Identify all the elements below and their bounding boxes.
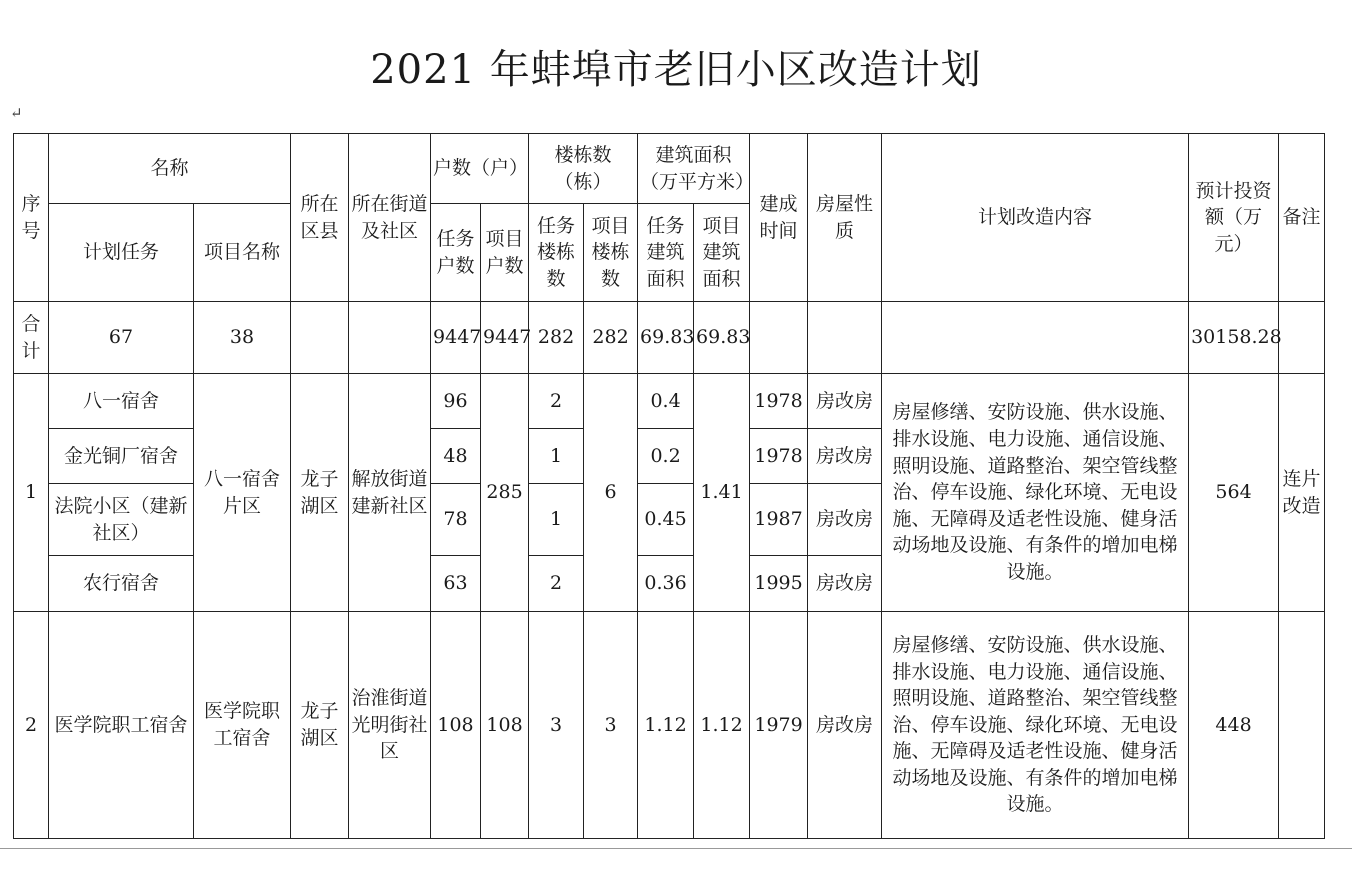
task-name: 金光铜厂宿舍 (49, 429, 194, 484)
total-type (808, 302, 882, 374)
house-type: 房改房 (808, 374, 882, 429)
total-task-area: 69.83 (638, 302, 694, 374)
header-built-year: 建成时间 (750, 134, 808, 302)
group2-street: 治淮街道光明街社区 (349, 612, 431, 839)
group2-content: 房屋修缮、安防设施、供水设施、排水设施、电力设施、通信设施、照明设施、道路整治、架空管线整治、停车设施、绿化环境、无电设施、无障碍及适老性设施、健身活动场地及设施、有条件的增加电梯设施。 (882, 612, 1189, 839)
group2-task-households: 108 (431, 612, 481, 839)
total-project-households: 9447 (481, 302, 529, 374)
total-task-households: 9447 (431, 302, 481, 374)
total-row (14, 302, 1325, 374)
group2-seq: 2 (14, 612, 49, 839)
built-year: 1978 (750, 429, 808, 484)
built-year: 1978 (750, 374, 808, 429)
header-investment: 预计投资额（万元） (1189, 134, 1279, 302)
group2-investment: 448 (1189, 612, 1279, 839)
table-row (14, 374, 1325, 429)
task-households: 96 (431, 374, 481, 429)
total-plan-tasks: 67 (49, 302, 194, 374)
group1-district: 龙子湖区 (291, 374, 349, 612)
group1-content: 房屋修缮、安防设施、供水设施、排水设施、电力设施、通信设施、照明设施、道路整治、架空管线整治、停车设施、绿化环境、无电设施、无障碍及适老性设施、健身活动场地及设施、有条件的增加电梯设施。 (882, 374, 1189, 612)
task-area: 0.45 (638, 484, 694, 556)
task-buildings: 2 (529, 556, 584, 612)
header-project-name: 项目名称 (194, 204, 291, 302)
task-area: 0.36 (638, 556, 694, 612)
group2-built-year: 1979 (750, 612, 808, 839)
task-households: 63 (431, 556, 481, 612)
document-title: 2021 年蚌埠市老旧小区改造计划 (370, 47, 982, 93)
table-row (14, 612, 1325, 839)
group2-task-name: 医学院职工宿舍 (49, 612, 194, 839)
total-label: 合计 (14, 302, 49, 374)
task-name: 农行宿舍 (49, 556, 194, 612)
total-task-buildings: 282 (529, 302, 584, 374)
group2-project-buildings: 3 (584, 612, 638, 839)
paragraph-mark-icon: ↵ (10, 104, 23, 122)
task-name: 法院小区（建新社区） (49, 484, 194, 556)
group1-project-name: 八一宿舍片区 (194, 374, 291, 612)
built-year: 1987 (750, 484, 808, 556)
header-plan-task: 计划任务 (49, 204, 194, 302)
header-row-1 (14, 134, 1325, 204)
group1-seq: 1 (14, 374, 49, 612)
header-project-area: 项目建筑面积 (694, 204, 750, 302)
task-households: 78 (431, 484, 481, 556)
header-content: 计划改造内容 (882, 134, 1189, 302)
header-households-group: 户数（户） (431, 134, 529, 204)
header-project-households: 项目户数 (481, 204, 529, 302)
group1-street: 解放街道建新社区 (349, 374, 431, 612)
group2-project-households: 108 (481, 612, 529, 839)
house-type: 房改房 (808, 556, 882, 612)
task-area: 0.4 (638, 374, 694, 429)
total-content (882, 302, 1189, 374)
group1-remark: 连片改造 (1279, 374, 1325, 612)
task-area: 0.2 (638, 429, 694, 484)
built-year: 1995 (750, 556, 808, 612)
renovation-plan-table (13, 133, 1325, 839)
page-bottom-rule (0, 848, 1352, 849)
total-projects: 38 (194, 302, 291, 374)
group1-project-area: 1.41 (694, 374, 750, 612)
header-area-group: 建筑面积（万平方米） (638, 134, 750, 204)
header-remark: 备注 (1279, 134, 1325, 302)
header-street: 所在街道及社区 (349, 134, 431, 302)
group2-house-type: 房改房 (808, 612, 882, 839)
header-buildings-group: 楼栋数（栋） (529, 134, 638, 204)
header-project-buildings: 项目楼栋数 (584, 204, 638, 302)
task-buildings: 2 (529, 374, 584, 429)
total-year (750, 302, 808, 374)
group2-task-buildings: 3 (529, 612, 584, 839)
header-seq: 序号 (14, 134, 49, 302)
total-remark (1279, 302, 1325, 374)
house-type: 房改房 (808, 429, 882, 484)
total-project-buildings: 282 (584, 302, 638, 374)
group2-project-area: 1.12 (694, 612, 750, 839)
group1-project-households: 285 (481, 374, 529, 612)
total-investment: 30158.28 (1189, 302, 1279, 374)
group2-task-area: 1.12 (638, 612, 694, 839)
header-task-area: 任务建筑面积 (638, 204, 694, 302)
group2-district: 龙子湖区 (291, 612, 349, 839)
header-name-group: 名称 (49, 134, 291, 204)
house-type: 房改房 (808, 484, 882, 556)
header-district: 所在区县 (291, 134, 349, 302)
total-project-area: 69.83 (694, 302, 750, 374)
task-buildings: 1 (529, 429, 584, 484)
task-buildings: 1 (529, 484, 584, 556)
task-households: 48 (431, 429, 481, 484)
group1-project-buildings: 6 (584, 374, 638, 612)
header-task-households: 任务户数 (431, 204, 481, 302)
group2-remark (1279, 612, 1325, 839)
header-house-type: 房屋性质 (808, 134, 882, 302)
total-street (349, 302, 431, 374)
total-district (291, 302, 349, 374)
group2-project-name: 医学院职工宿舍 (194, 612, 291, 839)
group1-investment: 564 (1189, 374, 1279, 612)
task-name: 八一宿舍 (49, 374, 194, 429)
header-task-buildings: 任务楼栋数 (529, 204, 584, 302)
